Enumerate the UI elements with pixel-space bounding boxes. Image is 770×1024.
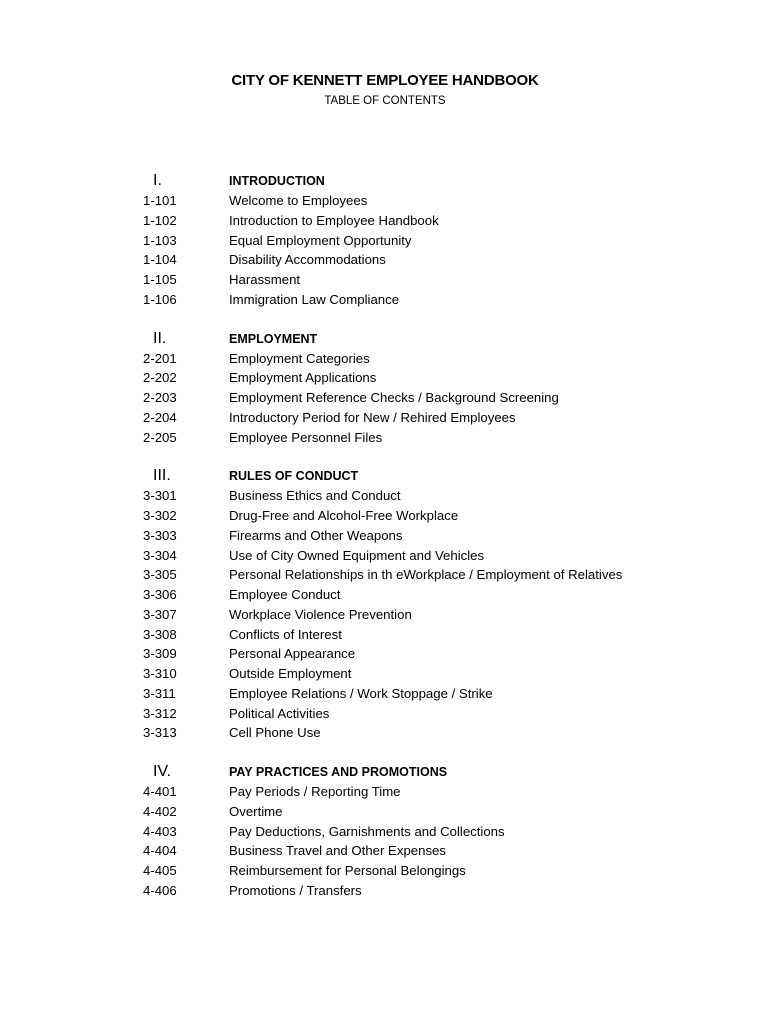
entry-number: 3-303: [143, 527, 177, 543]
entry-number: 1-101: [143, 193, 177, 208]
entry-number: 3-310: [143, 666, 177, 681]
entry-title: Conflicts of Interest: [229, 626, 342, 642]
toc-entry: [0, 486, 770, 506]
toc-section-pay-practices: [0, 760, 770, 901]
entry-title: Pay Deductions, Garnishments and Collections: [229, 823, 505, 839]
entry-title: Drug-Free and Alcohol-Free Workplace: [229, 508, 459, 523]
entry-number: 3-306: [143, 587, 177, 602]
entry-number: 4-403: [143, 823, 177, 839]
toc-entry: [0, 861, 770, 881]
entry-number: 3-302: [143, 508, 177, 523]
toc-entry: [0, 231, 770, 251]
section-heading: RULES OF CONDUCT: [229, 469, 359, 484]
entry-number: 2-202: [143, 370, 177, 386]
toc-entry: [0, 841, 770, 861]
toc-entry: [0, 565, 770, 585]
entry-title: Equal Employment Opportunity: [229, 232, 412, 248]
entry-number: 3-311: [143, 685, 176, 701]
toc-entry: [0, 349, 770, 369]
section-heading: EMPLOYMENT: [229, 331, 318, 346]
entry-title: Introduction to Employee Handbook: [229, 212, 439, 228]
entry-title: Employee Conduct: [229, 587, 341, 602]
entry-title: Employee Personnel Files: [229, 429, 383, 445]
entry-title: Welcome to Employees: [229, 193, 368, 208]
entry-title: Use of City Owned Equipment and Vehicles: [229, 547, 485, 563]
toc-entry: [0, 684, 770, 704]
toc-entry: [0, 526, 770, 546]
toc-entry: [0, 270, 770, 290]
document-subtitle: TABLE OF CONTENTS: [324, 95, 446, 107]
entry-title: Personal Appearance: [229, 646, 356, 662]
toc-entry: [0, 506, 770, 526]
entry-title: Business Travel and Other Expenses: [229, 843, 446, 859]
entry-title: Harassment: [229, 272, 301, 287]
entry-number: 1-104: [143, 252, 177, 268]
entry-title: Business Ethics and Conduct: [229, 488, 401, 504]
entry-title: Political Activities: [229, 705, 330, 721]
entry-number: 4-404: [143, 843, 177, 859]
toc-entry: [0, 704, 770, 724]
toc-entry: [0, 211, 770, 231]
toc-entry: [0, 250, 770, 270]
toc-entry: [0, 644, 770, 664]
toc-entry: [0, 191, 770, 211]
entry-number: 4-401: [143, 784, 177, 799]
entry-number: 3-305: [143, 567, 177, 583]
entry-title: Outside Employment: [229, 666, 352, 681]
entry-number: 3-313: [143, 725, 177, 741]
entry-number: 3-309: [143, 646, 177, 662]
toc-entry: [0, 585, 770, 605]
toc-entry: [0, 290, 770, 310]
toc-entry: [0, 782, 770, 802]
toc-entry: [0, 625, 770, 645]
entry-title: Immigration Law Compliance: [229, 291, 400, 307]
toc-entry: [0, 546, 770, 566]
section-numeral: III.: [153, 467, 171, 485]
toc-entry: [0, 802, 770, 822]
entry-number: 3-304: [143, 547, 177, 563]
entry-number: 1-105: [143, 272, 177, 287]
section-heading-row: [0, 760, 770, 782]
entry-number: 2-201: [143, 350, 177, 366]
entry-number: 3-301: [143, 488, 177, 504]
entry-title: Introductory Period for New / Rehired Employees: [229, 409, 516, 425]
entry-number: 4-406: [143, 882, 177, 898]
toc-entry: [0, 368, 770, 388]
entry-number: 2-204: [143, 409, 177, 425]
toc-entry: [0, 388, 770, 408]
entry-number: 2-203: [143, 390, 177, 405]
entry-number: 4-405: [143, 863, 177, 878]
entry-number: 3-307: [143, 606, 177, 622]
entry-title: Employment Reference Checks / Background Screening: [229, 390, 559, 405]
entry-title: Overtime: [229, 803, 283, 819]
toc-section-introduction: [0, 169, 770, 310]
entry-title: Firearms and Other Weapons: [229, 527, 403, 543]
toc-entry: [0, 605, 770, 625]
section-numeral: II.: [153, 329, 167, 347]
toc-entry: [0, 723, 770, 743]
section-heading-row: [0, 169, 770, 191]
entry-title: Personal Relationships in th eWorkplace / Employment of Relatives: [229, 567, 623, 583]
entry-title: Cell Phone Use: [229, 725, 321, 741]
section-heading-row: [0, 464, 770, 486]
section-numeral: I.: [153, 172, 162, 189]
toc-entry: [0, 881, 770, 901]
toc-section-rules-of-conduct: [0, 464, 770, 743]
toc-entry: [0, 408, 770, 428]
section-heading: INTRODUCTION: [229, 174, 325, 188]
entry-title: Employment Applications: [229, 370, 377, 386]
entry-title: Workplace Violence Prevention: [229, 606, 412, 622]
entry-number: 1-106: [143, 291, 177, 307]
document-title: CITY OF KENNETT EMPLOYEE HANDBOOK: [231, 72, 539, 89]
section-heading-row: [0, 327, 770, 349]
entry-title: Disability Accommodations: [229, 252, 386, 268]
entry-title: Employment Categories: [229, 350, 370, 366]
table-of-contents: [0, 169, 770, 918]
entry-number: 3-308: [143, 626, 177, 642]
toc-entry: [0, 822, 770, 842]
toc-section-employment: [0, 327, 770, 448]
entry-number: 3-312: [143, 705, 177, 721]
entry-title: Promotions / Transfers: [229, 882, 362, 898]
entry-number: 1-103: [143, 232, 177, 248]
entry-title: Employee Relations / Work Stoppage / Strike: [229, 685, 493, 701]
toc-entry: [0, 428, 770, 448]
entry-number: 2-205: [143, 429, 177, 445]
entry-number: 4-402: [143, 803, 177, 819]
entry-title: Reimbursement for Personal Belongings: [229, 863, 466, 878]
entry-number: 1-102: [143, 212, 177, 228]
section-heading: PAY PRACTICES AND PROMOTIONS: [229, 765, 448, 779]
section-numeral: IV.: [153, 763, 172, 780]
toc-entry: [0, 664, 770, 684]
entry-title: Pay Periods / Reporting Time: [229, 784, 401, 799]
